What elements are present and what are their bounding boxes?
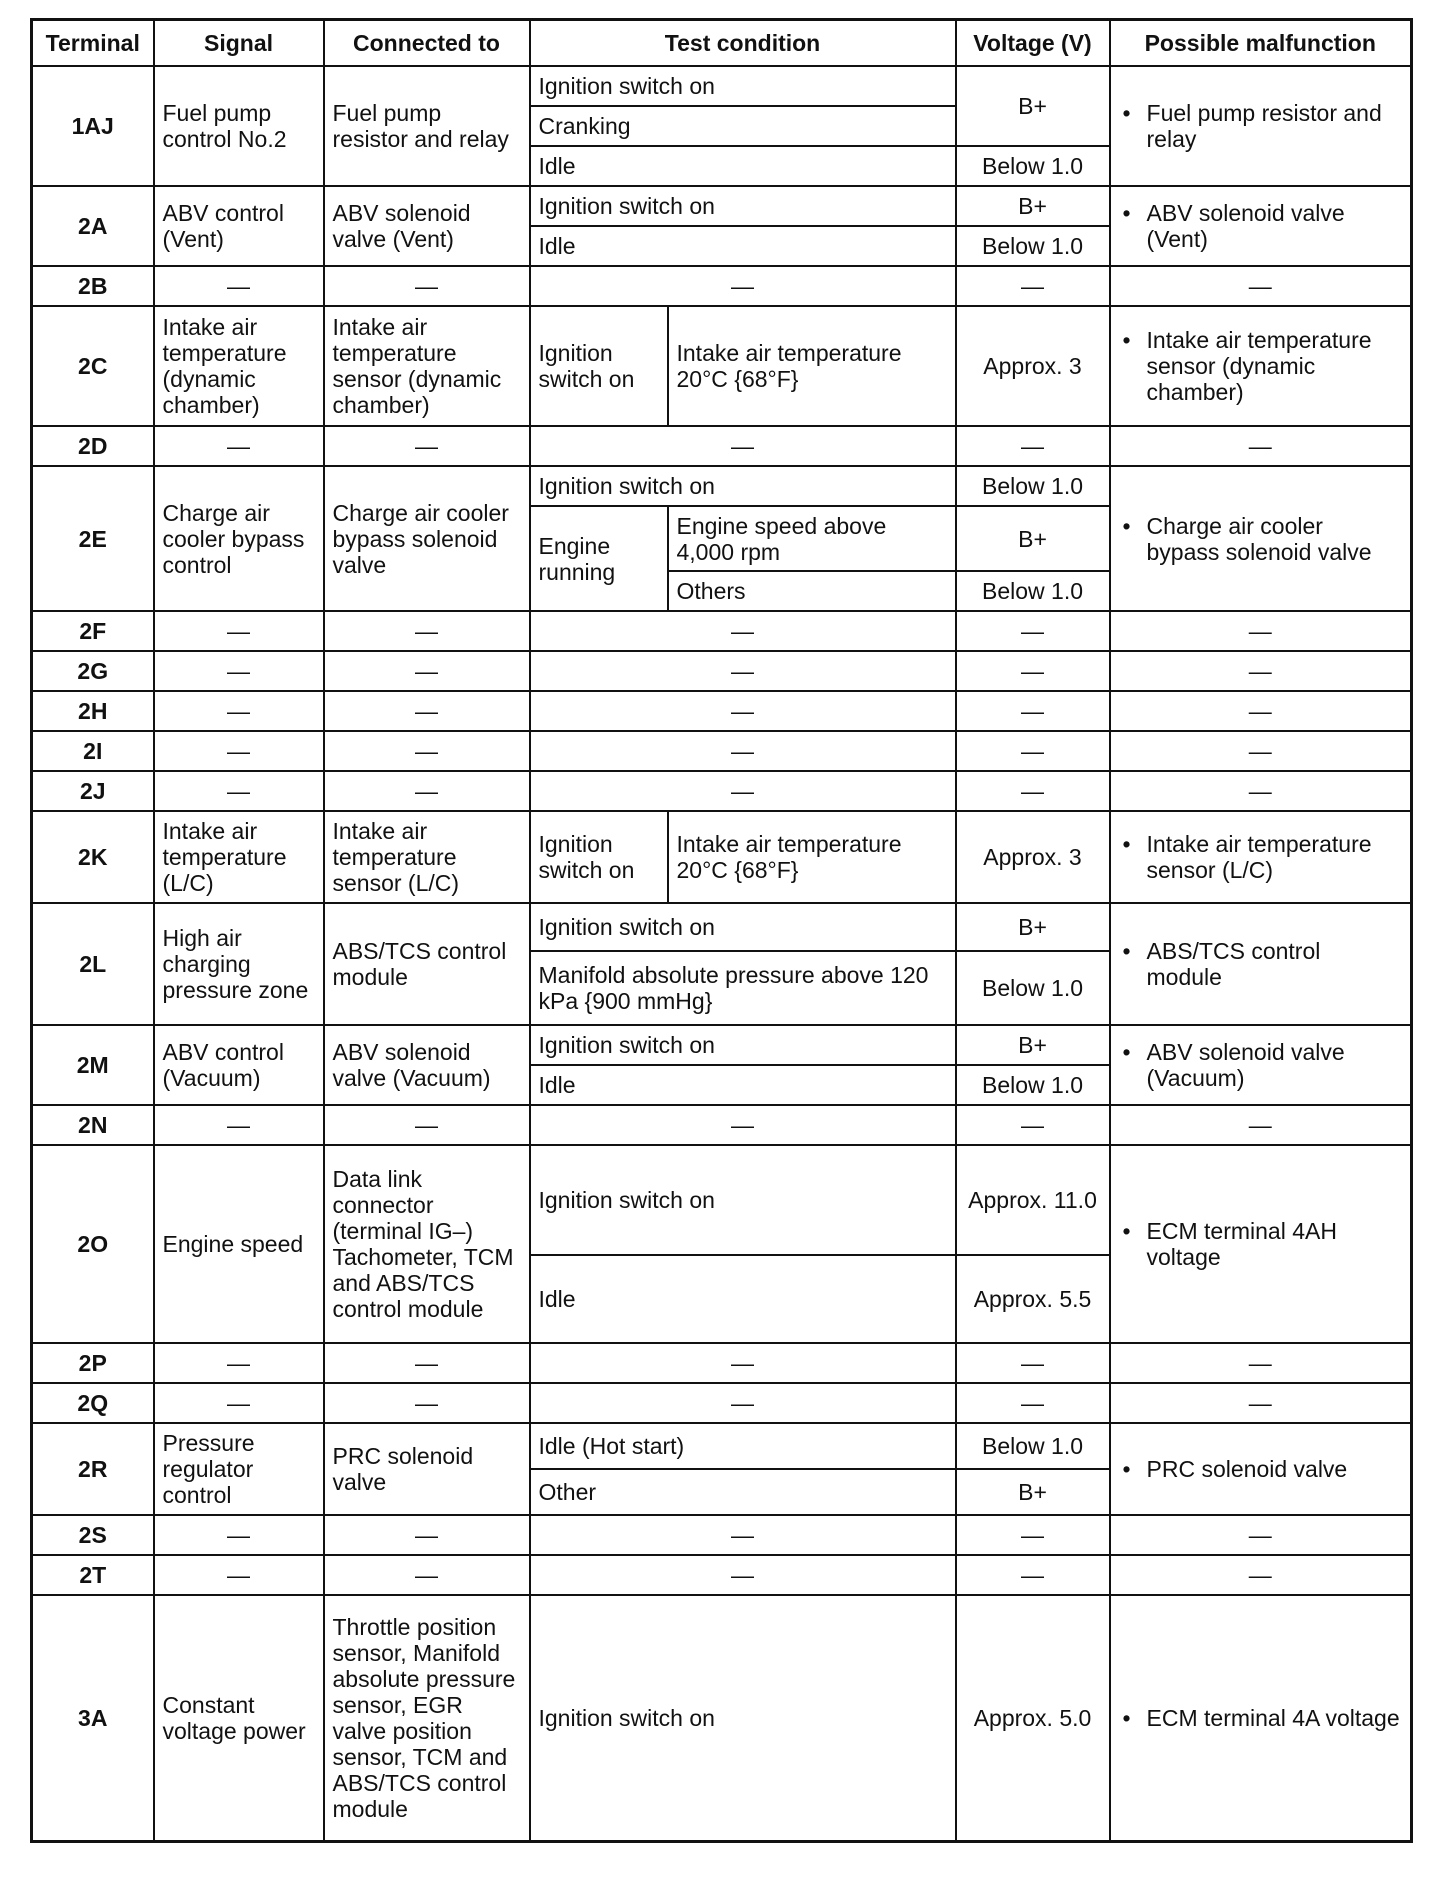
empty-cell: — — [1110, 611, 1412, 651]
voltage-cell: Approx. 3 — [956, 811, 1110, 903]
terminal-cell: 2M — [32, 1025, 154, 1105]
terminal-cell: 2G — [32, 651, 154, 691]
empty-cell: — — [530, 611, 956, 651]
empty-cell: — — [1110, 771, 1412, 811]
condition-cell: Ignition switch on — [530, 66, 956, 106]
terminal-cell: 2C — [32, 306, 154, 426]
condition-cell: Manifold absolute pressure above 120 kPa {900 mmHg} — [530, 951, 956, 1025]
connected-cell: ABV solenoid valve (Vacuum) — [324, 1025, 530, 1105]
condition-cell: Idle (Hot start) — [530, 1423, 956, 1469]
empty-cell: — — [154, 1515, 324, 1555]
voltage-cell: Below 1.0 — [956, 146, 1110, 186]
voltage-cell: Approx. 11.0 — [956, 1145, 1110, 1255]
signal-cell: Fuel pump control No.2 — [154, 66, 324, 186]
terminal-cell: 2B — [32, 266, 154, 306]
malfunction-cell — [1110, 811, 1412, 903]
signal-cell: Constant voltage power — [154, 1595, 324, 1841]
empty-cell: — — [530, 1105, 956, 1145]
table-row — [32, 1555, 1412, 1595]
malfunction-cell — [1110, 186, 1412, 266]
voltage-cell: Approx. 5.5 — [956, 1255, 1110, 1343]
voltage-cell: B+ — [956, 506, 1110, 571]
empty-cell: — — [154, 651, 324, 691]
malfunction-cell — [1110, 1025, 1412, 1105]
empty-cell: — — [956, 1343, 1110, 1383]
empty-cell: — — [1110, 1515, 1412, 1555]
terminal-cell: 2T — [32, 1555, 154, 1595]
empty-cell: — — [324, 731, 530, 771]
empty-cell: — — [324, 1105, 530, 1145]
table-row — [32, 1145, 1412, 1255]
empty-cell: — — [324, 426, 530, 466]
table-row — [32, 903, 1412, 951]
voltage-cell: Below 1.0 — [956, 1065, 1110, 1105]
empty-cell: — — [956, 1105, 1110, 1145]
condition-cell: Idle — [530, 1255, 956, 1343]
terminal-voltage-table — [30, 18, 1413, 1843]
terminal-cell: 2S — [32, 1515, 154, 1555]
voltage-cell: B+ — [956, 186, 1110, 226]
malfunction-cell — [1110, 466, 1412, 611]
empty-cell: — — [956, 731, 1110, 771]
empty-cell: — — [154, 426, 324, 466]
terminal-cell: 2N — [32, 1105, 154, 1145]
empty-cell: — — [956, 1555, 1110, 1595]
empty-cell: — — [956, 771, 1110, 811]
voltage-cell: B+ — [956, 903, 1110, 951]
signal-cell: Pressure regulator control — [154, 1423, 324, 1515]
terminal-cell: 2A — [32, 186, 154, 266]
terminal-cell: 2K — [32, 811, 154, 903]
table-row — [32, 811, 1412, 903]
condition-cell: Cranking — [530, 106, 956, 146]
empty-cell: — — [956, 1383, 1110, 1423]
signal-cell: Intake air temperature (L/C) — [154, 811, 324, 903]
empty-cell: — — [1110, 1343, 1412, 1383]
voltage-cell: B+ — [956, 1469, 1110, 1515]
table-row — [32, 466, 1412, 506]
empty-cell: — — [530, 1343, 956, 1383]
table-row — [32, 1515, 1412, 1555]
empty-cell: — — [1110, 1383, 1412, 1423]
condition-cell: Ignition switch on — [530, 306, 668, 426]
empty-cell: — — [154, 691, 324, 731]
terminal-cell: 2E — [32, 466, 154, 611]
empty-cell: — — [154, 1555, 324, 1595]
empty-cell: — — [530, 651, 956, 691]
malfunction-text: ECM terminal 4AH voltage — [1146, 1218, 1337, 1270]
empty-cell: — — [324, 266, 530, 306]
connected-cell: ABV solenoid valve (Vent) — [324, 186, 530, 266]
header-connected-to: Connected to — [324, 20, 530, 67]
malfunction-cell — [1110, 66, 1412, 186]
empty-cell: — — [1110, 266, 1412, 306]
table-row — [32, 1343, 1412, 1383]
table-row — [32, 691, 1412, 731]
condition-cell: Ignition switch on — [530, 186, 956, 226]
empty-cell: — — [154, 1383, 324, 1423]
condition-cell: Other — [530, 1469, 956, 1515]
empty-cell: — — [1110, 651, 1412, 691]
empty-cell: — — [1110, 426, 1412, 466]
terminal-cell: 2J — [32, 771, 154, 811]
empty-cell: — — [956, 266, 1110, 306]
terminal-cell: 2H — [32, 691, 154, 731]
bullet-icon: • — [1122, 1456, 1131, 1482]
empty-cell: — — [324, 611, 530, 651]
voltage-cell: Below 1.0 — [956, 466, 1110, 506]
terminal-cell: 2D — [32, 426, 154, 466]
empty-cell: — — [1110, 691, 1412, 731]
malfunction-text: ABV solenoid valve (Vent) — [1146, 200, 1345, 252]
terminal-voltage-sheet — [30, 18, 1410, 1843]
empty-cell: — — [530, 426, 956, 466]
malfunction-text: PRC solenoid valve — [1146, 1456, 1348, 1482]
empty-cell: — — [154, 771, 324, 811]
condition-cell: Ignition switch on — [530, 1595, 956, 1841]
empty-cell: — — [956, 426, 1110, 466]
condition-cell: Engine speed above 4,000 rpm — [668, 506, 956, 571]
table-row — [32, 1105, 1412, 1145]
table-row — [32, 651, 1412, 691]
malfunction-cell — [1110, 306, 1412, 426]
condition-cell: Idle — [530, 146, 956, 186]
condition-cell: Intake air temperature 20°C {68°F} — [668, 811, 956, 903]
terminal-cell: 2Q — [32, 1383, 154, 1423]
voltage-cell: B+ — [956, 66, 1110, 146]
empty-cell: — — [1110, 1555, 1412, 1595]
empty-cell: — — [324, 651, 530, 691]
empty-cell: — — [154, 731, 324, 771]
header-row — [32, 20, 1412, 67]
table-row — [32, 186, 1412, 226]
signal-cell: Charge air cooler bypass control — [154, 466, 324, 611]
empty-cell: — — [956, 1515, 1110, 1555]
condition-cell: Intake air temperature 20°C {68°F} — [668, 306, 956, 426]
bullet-icon: • — [1122, 938, 1131, 964]
signal-cell: Engine speed — [154, 1145, 324, 1343]
empty-cell: — — [530, 1515, 956, 1555]
table-row — [32, 611, 1412, 651]
voltage-cell: Below 1.0 — [956, 1423, 1110, 1469]
empty-cell: — — [324, 1343, 530, 1383]
empty-cell: — — [956, 691, 1110, 731]
empty-cell: — — [530, 691, 956, 731]
malfunction-text: Charge air cooler bypass solenoid valve — [1146, 512, 1372, 565]
empty-cell: — — [1110, 731, 1412, 771]
condition-cell: Engine running — [530, 506, 668, 611]
empty-cell: — — [154, 611, 324, 651]
condition-cell: Ignition switch on — [530, 811, 668, 903]
condition-cell: Ignition switch on — [530, 466, 956, 506]
bullet-icon: • — [1122, 512, 1131, 539]
terminal-cell: 2L — [32, 903, 154, 1025]
condition-cell: Others — [668, 571, 956, 611]
malfunction-text: ABV solenoid valve (Vacuum) — [1146, 1039, 1345, 1091]
empty-cell: — — [154, 1105, 324, 1145]
empty-cell: — — [324, 771, 530, 811]
table-row — [32, 1423, 1412, 1469]
empty-cell: — — [324, 691, 530, 731]
condition-cell: Ignition switch on — [530, 1025, 956, 1065]
condition-cell: Idle — [530, 1065, 956, 1105]
bullet-icon: • — [1122, 100, 1131, 126]
voltage-cell: Approx. 3 — [956, 306, 1110, 426]
empty-cell: — — [530, 1555, 956, 1595]
terminal-cell: 2P — [32, 1343, 154, 1383]
terminal-cell: 2I — [32, 731, 154, 771]
empty-cell: — — [530, 771, 956, 811]
bullet-icon: • — [1122, 200, 1131, 226]
condition-cell: Idle — [530, 226, 956, 266]
malfunction-text: Fuel pump resistor and relay — [1146, 100, 1382, 152]
empty-cell: — — [324, 1555, 530, 1595]
connected-cell: Fuel pump resistor and relay — [324, 66, 530, 186]
signal-cell: ABV control (Vent) — [154, 186, 324, 266]
connected-cell: Intake air temperature sensor (L/C) — [324, 811, 530, 903]
connected-cell: Throttle position sensor, Manifold absolute pressure sensor, EGR valve position sensor, TCM and ABS/TCS control module — [324, 1595, 530, 1841]
table-row — [32, 771, 1412, 811]
table-row — [32, 66, 1412, 106]
empty-cell: — — [956, 651, 1110, 691]
terminal-cell: 1AJ — [32, 66, 154, 186]
table-row — [32, 1025, 1412, 1065]
malfunction-text: Intake air temperature sensor (dynamic chamber) — [1146, 327, 1372, 405]
bullet-icon: • — [1122, 831, 1131, 857]
voltage-cell: Below 1.0 — [956, 571, 1110, 611]
malfunction-cell — [1110, 1145, 1412, 1343]
table-row — [32, 1383, 1412, 1423]
empty-cell: — — [956, 611, 1110, 651]
voltage-cell: Below 1.0 — [956, 951, 1110, 1025]
malfunction-cell — [1110, 1595, 1412, 1841]
malfunction-cell — [1110, 1423, 1412, 1515]
empty-cell: — — [324, 1383, 530, 1423]
empty-cell: — — [1110, 1105, 1412, 1145]
header-possible-malfunction: Possible malfunction — [1110, 20, 1412, 67]
voltage-cell: B+ — [956, 1025, 1110, 1065]
header-test-condition: Test condition — [530, 20, 956, 67]
empty-cell: — — [154, 266, 324, 306]
header-signal: Signal — [154, 20, 324, 67]
empty-cell: — — [530, 266, 956, 306]
table-row — [32, 1595, 1412, 1841]
voltage-cell: Approx. 5.0 — [956, 1595, 1110, 1841]
condition-cell: Ignition switch on — [530, 1145, 956, 1255]
bullet-icon: • — [1122, 1704, 1131, 1731]
malfunction-text: ECM terminal 4A voltage — [1146, 1704, 1400, 1731]
malfunction-text: ABS/TCS control module — [1146, 938, 1321, 990]
connected-cell: PRC solenoid valve — [324, 1423, 530, 1515]
bullet-icon: • — [1122, 327, 1131, 353]
empty-cell: — — [154, 1343, 324, 1383]
empty-cell: — — [324, 1515, 530, 1555]
signal-cell: High air charging pressure zone — [154, 903, 324, 1025]
signal-cell: Intake air temperature (dynamic chamber) — [154, 306, 324, 426]
connected-cell: Intake air temperature sensor (dynamic chamber) — [324, 306, 530, 426]
table-row — [32, 266, 1412, 306]
voltage-cell: Below 1.0 — [956, 226, 1110, 266]
condition-cell: Ignition switch on — [530, 903, 956, 951]
malfunction-cell — [1110, 903, 1412, 1025]
bullet-icon: • — [1122, 1218, 1131, 1244]
malfunction-text: Intake air temperature sensor (L/C) — [1146, 831, 1372, 883]
table-row — [32, 306, 1412, 426]
terminal-cell: 3A — [32, 1595, 154, 1841]
terminal-cell: 2O — [32, 1145, 154, 1343]
connected-cell: Charge air cooler bypass solenoid valve — [324, 466, 530, 611]
header-voltage: Voltage (V) — [956, 20, 1110, 67]
empty-cell: — — [530, 731, 956, 771]
terminal-cell: 2R — [32, 1423, 154, 1515]
signal-cell: ABV control (Vacuum) — [154, 1025, 324, 1105]
bullet-icon: • — [1122, 1039, 1131, 1065]
terminal-cell: 2F — [32, 611, 154, 651]
header-terminal: Terminal — [32, 20, 154, 67]
empty-cell: — — [530, 1383, 956, 1423]
connected-cell: Data link connector (terminal IG–) Tachometer, TCM and ABS/TCS control module — [324, 1145, 530, 1343]
table-row — [32, 426, 1412, 466]
connected-cell: ABS/TCS control module — [324, 903, 530, 1025]
table-row — [32, 731, 1412, 771]
